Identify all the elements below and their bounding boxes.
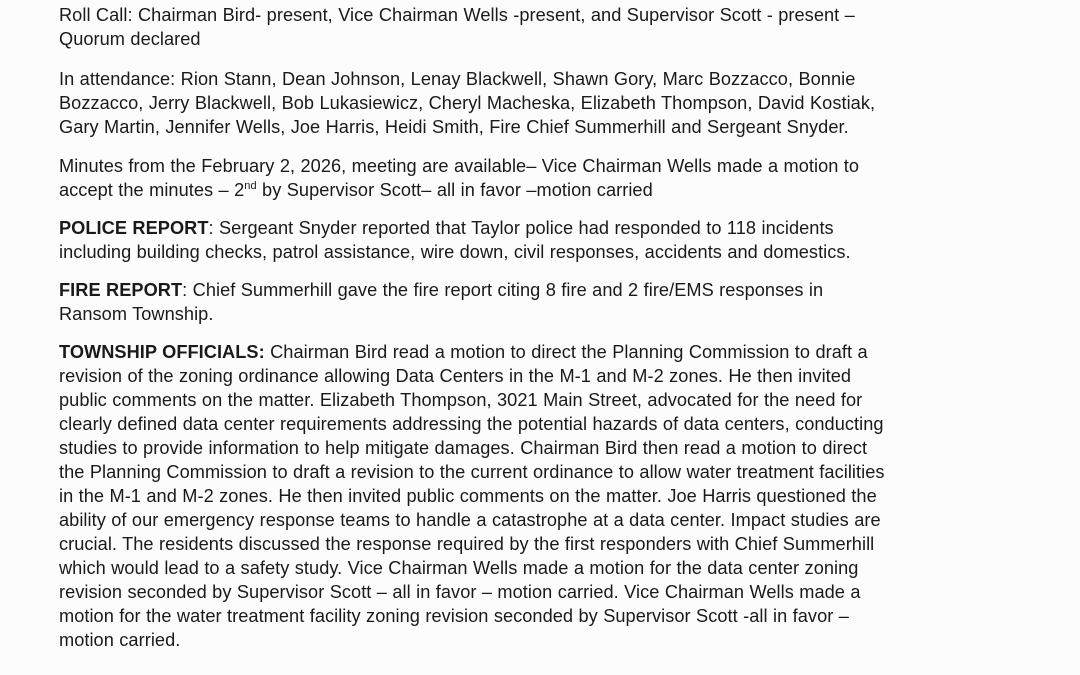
police-report-text: : Sergeant Snyder reported that Taylor police had responded to 118 incidents bbox=[208, 218, 834, 238]
township-officials-line: clearly defined data center requirements addressing the potential hazards of data centers, conducting bbox=[59, 414, 884, 434]
fire-report-paragraph bbox=[59, 278, 1019, 326]
fire-report-line: Ransom Township. bbox=[59, 304, 214, 324]
township-officials-line: which would lead to a safety study. Vice Chairman Wells made a motion for the data center zoning bbox=[59, 558, 859, 578]
police-report-heading: POLICE REPORT bbox=[59, 218, 209, 238]
township-officials-line bbox=[59, 340, 1019, 364]
township-officials-text: Chairman Bird read a motion to direct the Planning Commission to draft a bbox=[264, 342, 868, 362]
police-report-line: including building checks, patrol assistance, wire down, civil responses, accidents and domestics. bbox=[59, 242, 851, 262]
attendance-line: Bozzacco, Jerry Blackwell, Bob Lukasiewicz, Cheryl Macheska, Elizabeth Thompson, David Kostiak, bbox=[59, 93, 876, 113]
minutes-line-start: accept the minutes – 2 bbox=[59, 180, 245, 200]
fire-report-text: : Chief Summerhill gave the fire report citing 8 fire and 2 fire/EMS responses in bbox=[182, 280, 824, 300]
minutes-line: Minutes from the February 2, 2026, meeting are available– Vice Chairman Wells made a motion to bbox=[59, 156, 860, 176]
minutes-body bbox=[59, 3, 1019, 652]
attendance-line: In attendance: Rion Stann, Dean Johnson, Lenay Blackwell, Shawn Gory, Marc Bozzacco, Bonnie bbox=[59, 69, 856, 89]
township-officials-line: ability of our emergency response teams to handle a catastrophe at a data center. Impact studies are bbox=[59, 510, 881, 530]
minutes-paragraph bbox=[59, 154, 1019, 202]
township-officials-line: public comments on the matter. Elizabeth Thompson, 3021 Main Street, advocated for the need for bbox=[59, 390, 863, 410]
township-officials-line: crucial. The residents discussed the response required by the first responders with Chief Summerhill bbox=[59, 534, 875, 554]
roll-call-line: Roll Call: Chairman Bird- present, Vice Chairman Wells -present, and Supervisor Scott - present – bbox=[59, 5, 855, 25]
township-officials-line: studies to provide information to help mitigate damages. Chairman Bird then read a motion to direct bbox=[59, 438, 868, 458]
attendance-line: Gary Martin, Jennifer Wells, Joe Harris, Heidi Smith, Fire Chief Summerhill and Sergeant Snyder. bbox=[59, 117, 849, 137]
township-officials-paragraph bbox=[59, 340, 1019, 652]
fire-report-line bbox=[59, 278, 1019, 302]
township-officials-line: motion for the water treatment facility zoning revision seconded by Supervisor Scott -all in favor – bbox=[59, 606, 849, 626]
ordinal-suffix: nd bbox=[244, 179, 257, 192]
fire-report-heading: FIRE REPORT bbox=[59, 280, 183, 300]
police-report-line bbox=[59, 216, 1019, 240]
township-officials-line: revision seconded by Supervisor Scott – all in favor – motion carried. Vice Chairman Wells made a bbox=[59, 582, 861, 602]
roll-call-line: Quorum declared bbox=[59, 29, 201, 49]
township-officials-heading: TOWNSHIP OFFICIALS: bbox=[59, 342, 265, 362]
township-officials-line: motion carried. bbox=[59, 630, 181, 650]
roll-call-paragraph bbox=[59, 3, 1019, 51]
township-officials-line: revision of the zoning ordinance allowing Data Centers in the M-1 and M-2 zones. He then invited bbox=[59, 366, 852, 386]
attendance-paragraph bbox=[59, 67, 1019, 139]
township-officials-line: in the M-1 and M-2 zones. He then invited public comments on the matter. Joe Harris questioned the bbox=[59, 486, 877, 506]
township-officials-line: the Planning Commission to draft a revision to the current ordinance to allow water treatment facilities bbox=[59, 462, 885, 482]
minutes-line-end: by Supervisor Scott– all in favor –motion carried bbox=[256, 180, 653, 200]
minutes-line bbox=[59, 178, 1019, 202]
police-report-paragraph bbox=[59, 216, 1019, 264]
